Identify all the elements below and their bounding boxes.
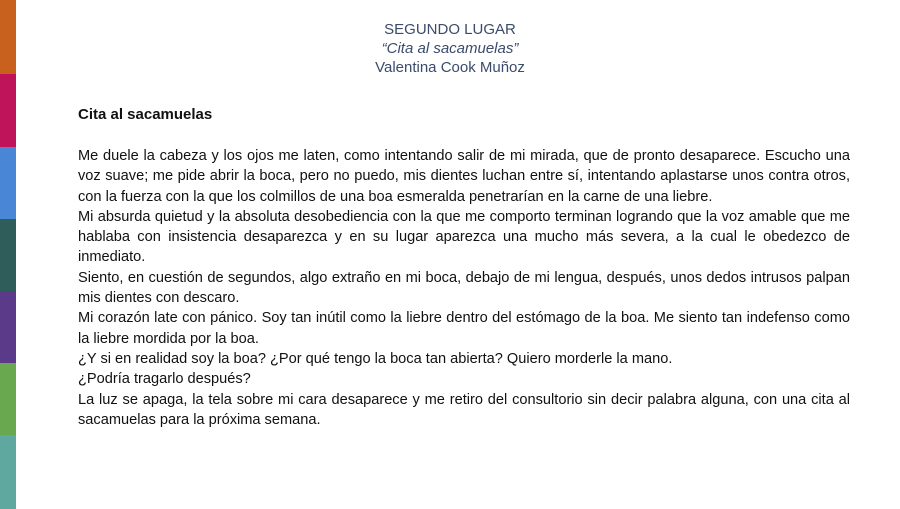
paragraph: Mi corazón late con pánico. Soy tan inútil como la liebre dentro del estómago de la boa. Me siento tan indefenso como la liebre mordida por la boa.: [78, 310, 850, 347]
stripe-blue: [0, 147, 16, 219]
paragraph: Me duele la cabeza y los ojos me laten, como intentando salir de mi mirada, que de pronto desaparece. Escucho una voz suave; me pide abrir la boca, pero no puedo, mis dientes luchan entre sí, intentando aplastarse unos contra otros, con la fuerza con la que los colmillos de una boa esmeralda penetrarían en la carne de una liebre.: [78, 148, 850, 205]
paragraph: ¿Y si en realidad soy la boa? ¿Por qué tengo la boca tan abierta? Quiero morderle la mano.: [78, 350, 673, 367]
page-header: [0, 20, 900, 77]
paragraph: ¿Podría tragarlo después?: [78, 371, 251, 388]
header-work-title: “Cita al sacamuelas”: [381, 40, 519, 57]
stripe-magenta: [0, 74, 16, 147]
document-body: [78, 146, 850, 430]
stripe-teal: [0, 435, 16, 509]
header-place: SEGUNDO LUGAR: [384, 21, 516, 38]
paragraph: Siento, en cuestión de segundos, algo extraño en mi boca, debajo de mi lengua, después, unos dedos intrusos palpan mis dientes con descaro.: [78, 269, 850, 307]
stripe-dark-teal: [0, 219, 16, 291]
paragraph: Mi absurda quietud y la absoluta desobediencia con la que me comporto terminan logrando que la voz amable que me hablaba con insistencia desaparezca y en su lugar aparezca una mucho más severa, a la cual le obedezco de inmediato.: [78, 208, 850, 266]
document-title: Cita al sacamuelas: [78, 106, 213, 123]
header-author: Valentina Cook Muñoz: [375, 59, 525, 76]
stripe-purple: [0, 291, 16, 363]
stripe-green: [0, 363, 16, 435]
paragraph: La luz se apaga, la tela sobre mi cara desaparece y me retiro del consultorio sin decir palabra alguna, con una cita al sacamuelas para la próxima semana.: [78, 391, 850, 428]
